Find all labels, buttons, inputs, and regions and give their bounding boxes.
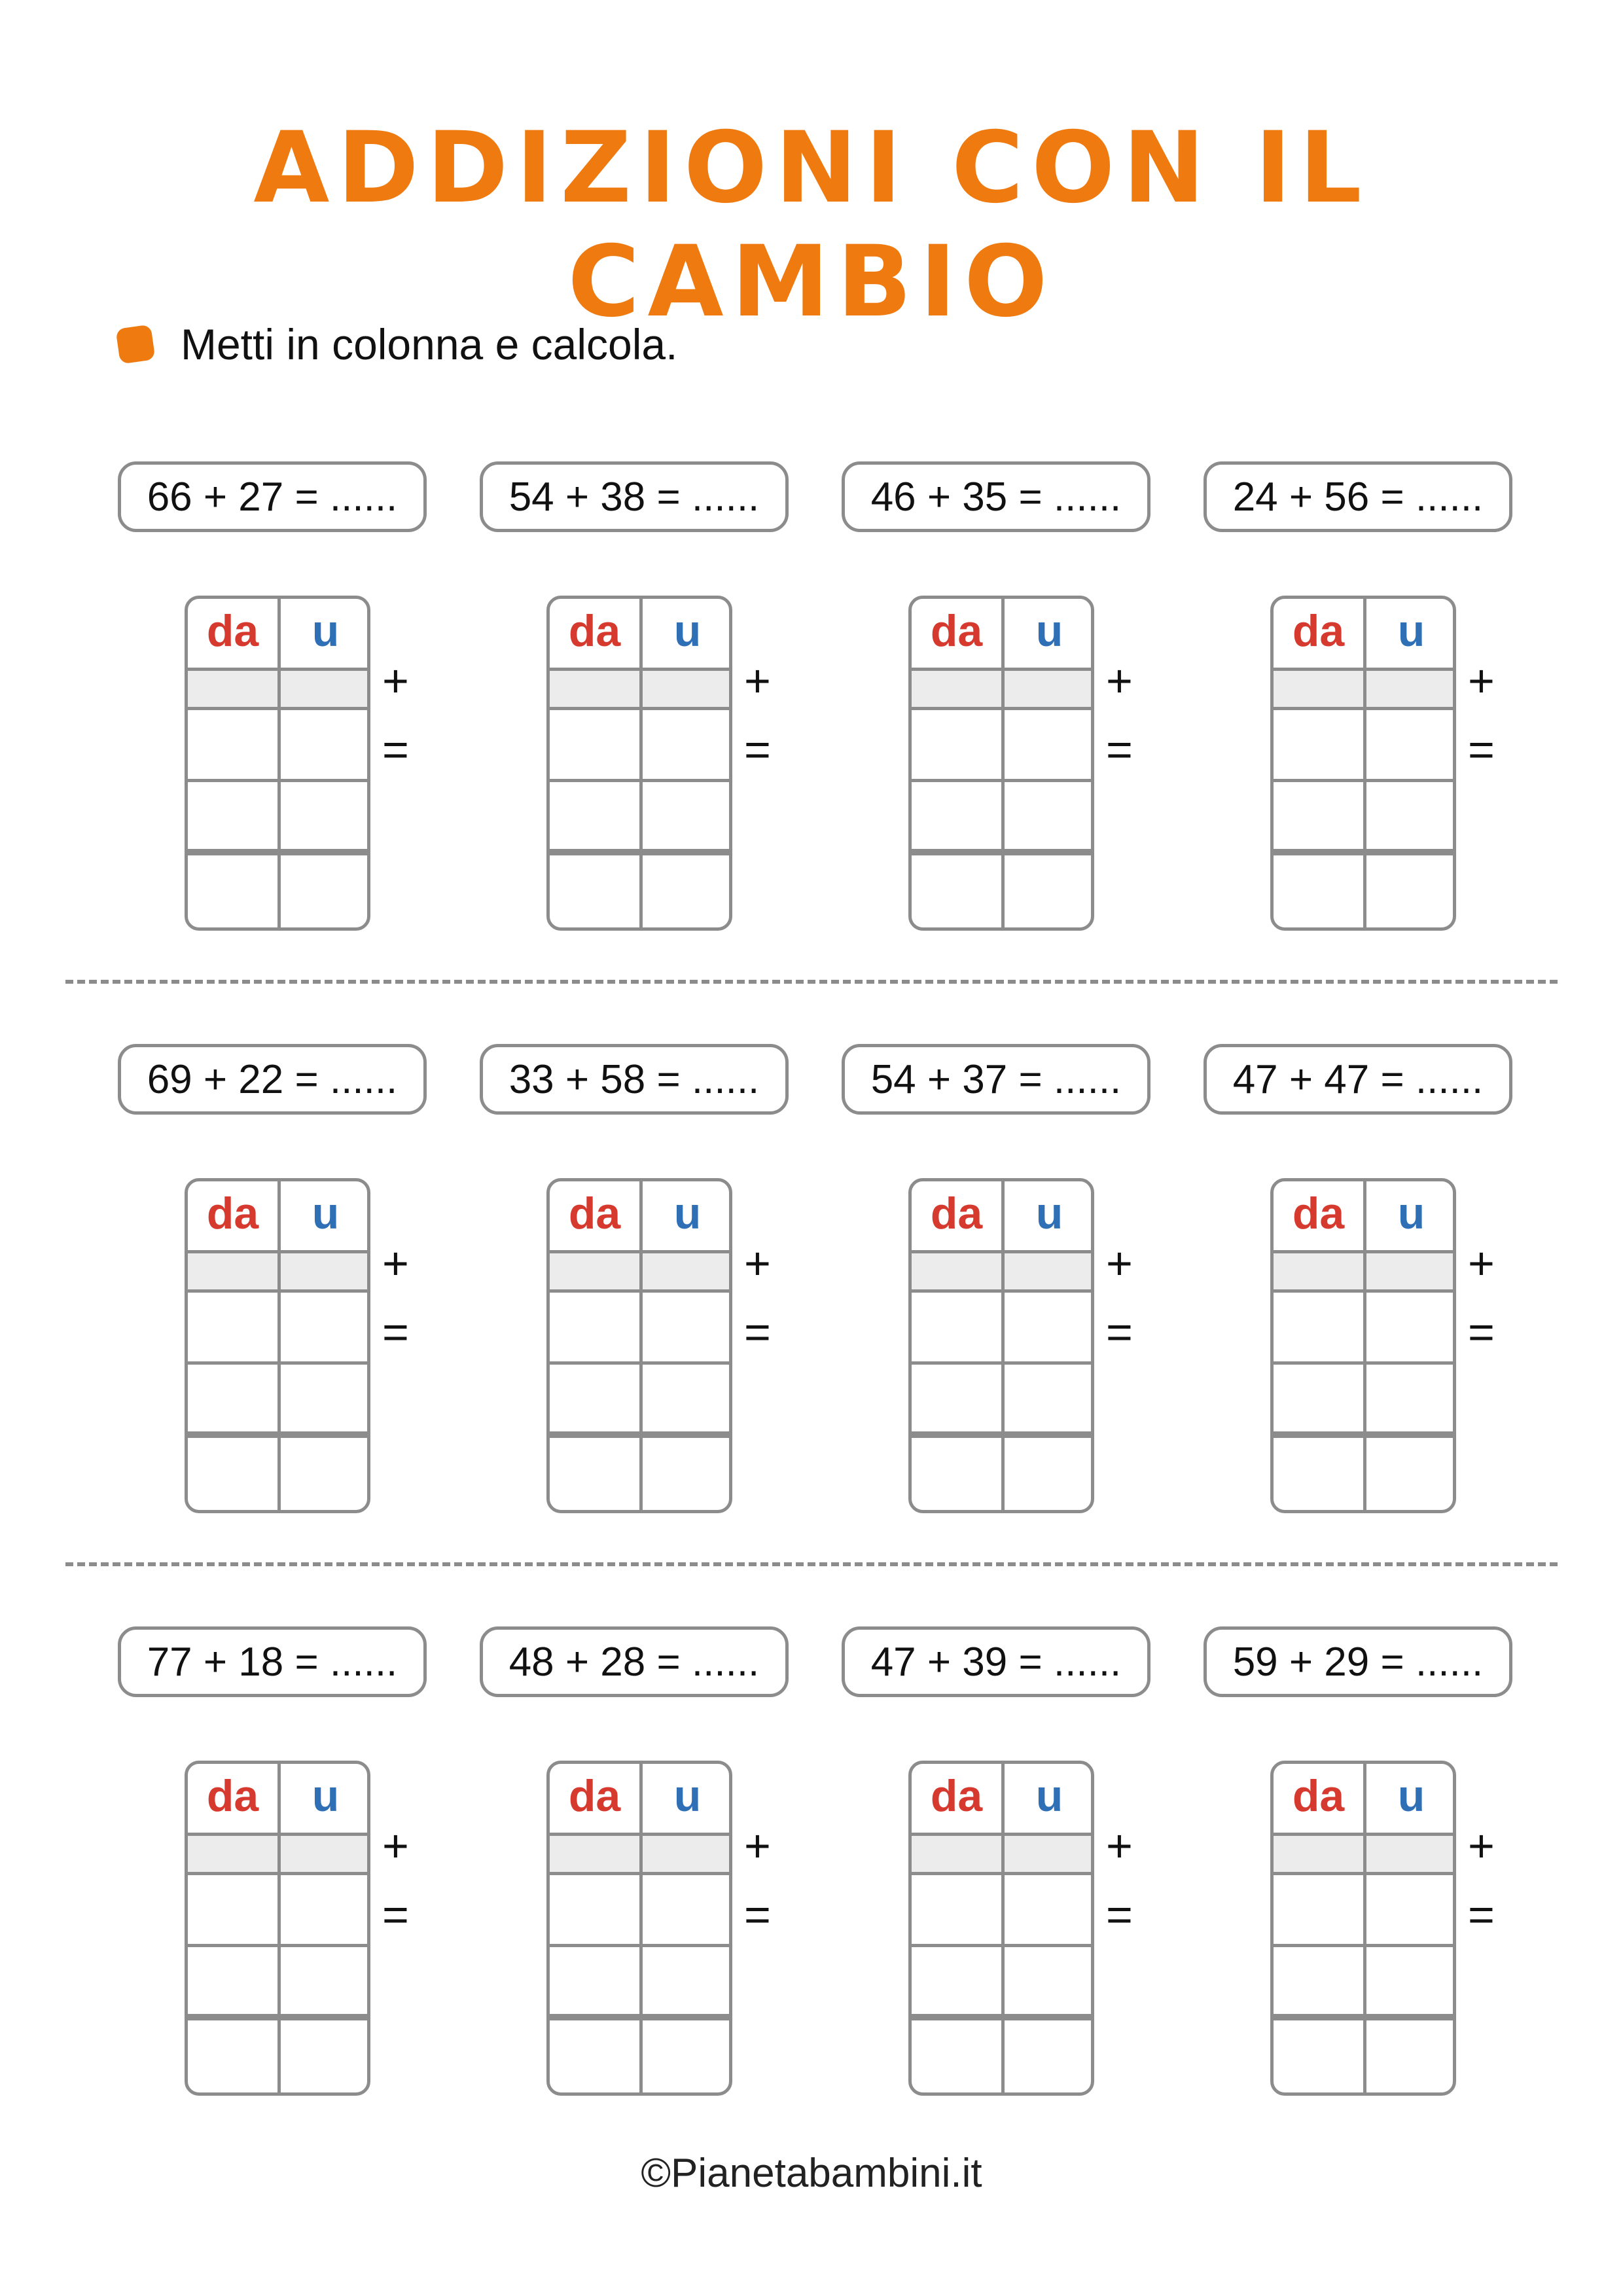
tens-header: da — [1292, 606, 1345, 656]
column-grid — [185, 1761, 370, 2096]
footer-credit: ©Pianetabambini.it — [641, 2151, 982, 2196]
bullet-icon — [116, 325, 156, 365]
plus-sign: + — [744, 1238, 771, 1289]
units-header: u — [673, 1771, 702, 1821]
exercise-block — [118, 1044, 484, 1554]
equals-sign: = — [1106, 1306, 1133, 1357]
grid-divider — [277, 599, 281, 927]
column-grid — [908, 1761, 1094, 2096]
problem-expression: 33 + 58 = ...... — [480, 1044, 789, 1115]
column-grid — [1270, 1761, 1456, 2096]
equals-sign: = — [382, 1889, 409, 1940]
units-header: u — [673, 1189, 702, 1238]
exercise-block — [118, 461, 484, 972]
problem-expression: 77 + 18 = ...... — [118, 1626, 427, 1697]
column-grid — [1270, 596, 1456, 931]
exercise-block — [1204, 1626, 1570, 2137]
tens-header: da — [1292, 1189, 1345, 1238]
column-grid — [546, 1761, 732, 2096]
equals-sign: = — [1106, 1889, 1133, 1940]
exercise-block — [480, 1044, 846, 1554]
plus-sign: + — [382, 1820, 409, 1871]
units-header: u — [1397, 1189, 1425, 1238]
units-header: u — [1397, 606, 1425, 656]
plus-sign: + — [744, 655, 771, 706]
problem-expression: 59 + 29 = ...... — [1204, 1626, 1512, 1697]
plus-sign: + — [1468, 1820, 1495, 1871]
plus-sign: + — [1106, 1238, 1133, 1289]
exercise-block — [118, 1626, 484, 2137]
equals-sign: = — [744, 1889, 771, 1940]
equals-sign: = — [382, 1306, 409, 1357]
exercise-block — [1204, 461, 1570, 972]
plus-sign: + — [1468, 1238, 1495, 1289]
tens-header: da — [1292, 1771, 1345, 1821]
units-header: u — [1035, 606, 1063, 656]
page-title: ADDIZIONI CON IL CAMBIO — [253, 111, 1370, 339]
units-header: u — [673, 606, 702, 656]
grid-divider — [1001, 1181, 1005, 1510]
units-header: u — [312, 1771, 340, 1821]
grid-divider — [1001, 1764, 1005, 2092]
column-grid — [908, 596, 1094, 931]
equals-sign: = — [1468, 1306, 1495, 1357]
instruction-text: Metti in colonna e calcola. — [181, 320, 678, 368]
plus-sign: + — [1106, 655, 1133, 706]
exercise-block — [842, 1044, 1208, 1554]
units-header: u — [1397, 1771, 1425, 1821]
tens-header: da — [568, 1771, 621, 1821]
grid-divider — [277, 1764, 281, 2092]
column-grid — [185, 1178, 370, 1513]
problem-expression: 47 + 47 = ...... — [1204, 1044, 1512, 1115]
equals-sign: = — [744, 724, 771, 775]
problem-expression: 54 + 38 = ...... — [480, 461, 789, 532]
exercise-block — [842, 1626, 1208, 2137]
tens-header: da — [206, 1771, 259, 1821]
exercise-block — [480, 461, 846, 972]
equals-sign: = — [744, 1306, 771, 1357]
column-grid — [908, 1178, 1094, 1513]
problem-expression: 54 + 37 = ...... — [842, 1044, 1150, 1115]
plus-sign: + — [1106, 1820, 1133, 1871]
exercise-row — [0, 1626, 1623, 2137]
column-grid — [546, 1178, 732, 1513]
tens-header: da — [568, 1189, 621, 1238]
dashed-divider — [65, 980, 1558, 984]
dashed-divider — [65, 1562, 1558, 1566]
grid-divider — [639, 1181, 643, 1510]
plus-sign: + — [382, 655, 409, 706]
column-grid — [546, 596, 732, 931]
column-grid — [1270, 1178, 1456, 1513]
units-header: u — [312, 606, 340, 656]
tens-header: da — [930, 606, 983, 656]
exercise-row — [0, 1044, 1623, 1554]
tens-header: da — [568, 606, 621, 656]
grid-divider — [1363, 599, 1366, 927]
grid-divider — [1363, 1181, 1366, 1510]
plus-sign: + — [744, 1820, 771, 1871]
instruction — [118, 319, 677, 369]
problem-expression: 48 + 28 = ...... — [480, 1626, 789, 1697]
plus-sign: + — [382, 1238, 409, 1289]
equals-sign: = — [1468, 724, 1495, 775]
problem-expression: 47 + 39 = ...... — [842, 1626, 1150, 1697]
problem-expression: 69 + 22 = ...... — [118, 1044, 427, 1115]
equals-sign: = — [1468, 1889, 1495, 1940]
exercise-block — [1204, 1044, 1570, 1554]
problem-expression: 24 + 56 = ...... — [1204, 461, 1512, 532]
grid-divider — [277, 1181, 281, 1510]
problem-expression: 66 + 27 = ...... — [118, 461, 427, 532]
equals-sign: = — [1106, 724, 1133, 775]
exercise-block — [480, 1626, 846, 2137]
units-header: u — [1035, 1189, 1063, 1238]
units-header: u — [1035, 1771, 1063, 1821]
grid-divider — [639, 599, 643, 927]
exercise-block — [842, 461, 1208, 972]
grid-divider — [639, 1764, 643, 2092]
exercise-row — [0, 461, 1623, 972]
grid-divider — [1001, 599, 1005, 927]
tens-header: da — [206, 1189, 259, 1238]
tens-header: da — [206, 606, 259, 656]
grid-divider — [1363, 1764, 1366, 2092]
units-header: u — [312, 1189, 340, 1238]
tens-header: da — [930, 1189, 983, 1238]
column-grid — [185, 596, 370, 931]
plus-sign: + — [1468, 655, 1495, 706]
tens-header: da — [930, 1771, 983, 1821]
equals-sign: = — [382, 724, 409, 775]
problem-expression: 46 + 35 = ...... — [842, 461, 1150, 532]
